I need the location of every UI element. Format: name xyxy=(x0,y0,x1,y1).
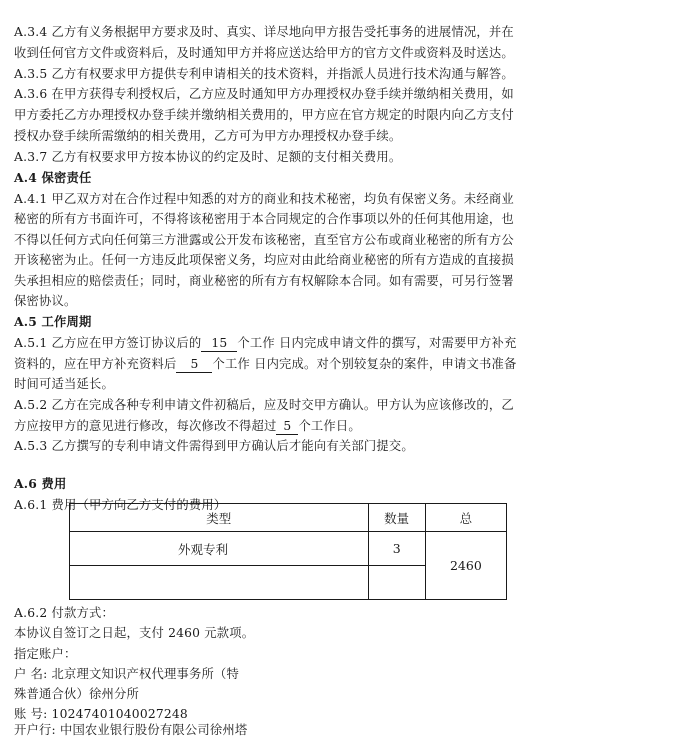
cell-empty xyxy=(70,566,369,600)
clause-a36-line1: A.3.6 在甲方获得专利授权后，乙方应及时通知甲方办理授权办登手续并缴纳相关费用，如 xyxy=(14,87,514,101)
clause-a37: A.3.7 乙方有权要求甲方按本协议的约定及时、足额的支付相关费用。 xyxy=(14,150,402,164)
clause-a51-line2-prefix: 资料的，应在甲方补充资料后 xyxy=(14,357,177,371)
clause-a61: A.6.1 费用（甲方向乙方支付的费用） xyxy=(14,498,227,512)
revision-days-field: 5 xyxy=(276,419,298,435)
cell-quantity: 3 xyxy=(368,532,425,566)
account-name-line1: 户 名: 北京理文知识产权代理事务所（特 xyxy=(14,667,240,681)
header-quantity: 数量 xyxy=(368,504,425,532)
clause-a51-line1 xyxy=(14,333,516,353)
designated-account-label: 指定账户： xyxy=(14,647,77,661)
clause-a51-line3: 时间可适当延长。 xyxy=(14,377,114,391)
section-a6-heading: A.6 费用 xyxy=(14,476,67,491)
clause-a41-line2: 秘密的所有方书面许可，不得将该秘密用于本合同规定的合作事项以外的任何其他用途，也 xyxy=(14,212,514,226)
opening-bank: 开户行: 中国农业银行股份有限公司徐州塔 xyxy=(14,723,248,737)
clause-a34-line1: A.3.4 乙方有义务根据甲方要求及时、真实、详尽地向甲方报告受托事务的进展情况，并在 xyxy=(14,25,514,39)
clause-a52-line2-prefix: 方应按甲方的意见进行修改，每次修改不得超过 xyxy=(14,419,277,433)
supplement-days-field: 5 xyxy=(176,357,212,373)
account-name-line2: 殊普通合伙）徐州分所 xyxy=(14,687,139,701)
section-a4-heading: A.4 保密责任 xyxy=(14,170,92,185)
clause-a36-line3: 授权办登手续所需缴纳的相关费用，乙方可为甲方办理授权办登手续。 xyxy=(14,129,402,143)
cell-empty xyxy=(368,566,425,600)
drafting-days-field: 15 xyxy=(201,336,237,352)
clause-a52-line2-suffix: 个工作日。 xyxy=(298,419,361,433)
payment-statement: 本协议自签订之日起，支付 2460 元款项。 xyxy=(14,626,255,640)
clause-a41-line1: A.4.1 甲乙双方对在合作过程中知悉的对方的商业和技术秘密，均负有保密义务。未经商业 xyxy=(14,192,514,206)
clause-a41-line4: 开该秘密为止。任何一方违反此项保密义务，均应对由此给商业秘密的所有方造成的直接损 xyxy=(14,253,514,267)
clause-a51-line1-prefix: A.5.1 乙方应在甲方签订协议后的 xyxy=(14,336,202,350)
clause-a41-line3: 不得以任何方式向任何第三方泄露或公开发布该秘密，直至官方公布或商业秘密的所有方公 xyxy=(14,233,514,247)
header-type: 类型 xyxy=(70,504,369,532)
clause-a62: A.6.2 付款方式： xyxy=(14,606,114,620)
clause-a53: A.5.3 乙方撰写的专利申请文件需得到甲方确认后才能向有关部门提交。 xyxy=(14,439,414,453)
clause-a52-line2 xyxy=(14,416,361,436)
fee-table-header-row xyxy=(70,504,507,532)
cell-type: 外观专利 xyxy=(70,532,369,566)
clause-a52-line1: A.5.2 乙方在完成各种专利申请文件初稿后，应及时交甲方确认。甲方认为应该修改的，乙 xyxy=(14,398,514,412)
fee-table xyxy=(69,503,507,600)
clause-a51-line2 xyxy=(14,354,517,374)
clause-a35: A.3.5 乙方有权要求甲方提供专利申请相关的技术资料，并指派人员进行技术沟通与解答。 xyxy=(14,67,514,81)
clause-a36-line2: 甲方委托乙方办理授权办登手续并缴纳相关费用的，甲方应在官方规定的时限内向乙方支付 xyxy=(14,108,514,122)
clause-a41-line5: 失承担相应的赔偿责任；同时，商业秘密的所有方有权解除本合同。如有需要，可另行签署 xyxy=(14,274,514,288)
clause-a51-line2-suffix: 个工作 日内完成。对个别较复杂的案件，申请文书准备 xyxy=(212,357,517,371)
table-row xyxy=(70,532,507,566)
section-a5-heading: A.5 工作周期 xyxy=(14,314,92,329)
header-total: 总 xyxy=(425,504,506,532)
clause-a34-line2: 收到任何官方文件或资料后，及时通知甲方并将应送达给甲方的官方文件或资料及时送达。 xyxy=(14,46,514,60)
account-number: 账 号: 10247401040027248 xyxy=(14,707,188,721)
cell-total: 2460 xyxy=(425,532,506,600)
clause-a51-line1-suffix: 个工作 日内完成申请文件的撰写，对需要甲方补充 xyxy=(237,336,517,350)
clause-a41-line6: 保密协议。 xyxy=(14,294,77,308)
